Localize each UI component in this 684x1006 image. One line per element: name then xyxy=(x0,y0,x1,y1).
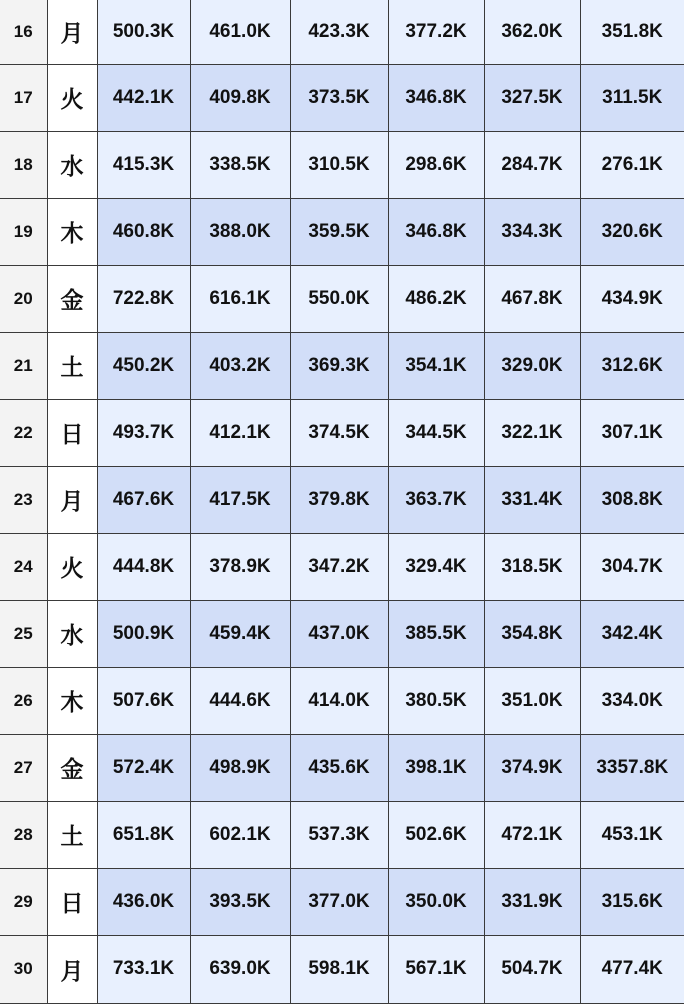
value-cell-4[interactable]: 354.1K xyxy=(388,332,484,399)
value-cell-2[interactable]: 393.5K xyxy=(190,868,290,935)
value-cell-3[interactable]: 373.5K xyxy=(290,64,388,131)
weekday-cell[interactable]: 金 xyxy=(47,265,97,332)
value-cell-4[interactable]: 346.8K xyxy=(388,64,484,131)
value-cell-4[interactable]: 298.6K xyxy=(388,131,484,198)
day-number-cell[interactable]: 17 xyxy=(0,64,47,131)
value-cell-4[interactable]: 377.2K xyxy=(388,0,484,64)
value-cell-1[interactable]: 442.1K xyxy=(97,64,190,131)
value-cell-5[interactable]: 504.7K xyxy=(484,935,580,1003)
table-row xyxy=(0,64,684,131)
day-number-cell[interactable]: 28 xyxy=(0,801,47,868)
value-cell-5[interactable]: 318.5K xyxy=(484,533,580,600)
value-cell-6[interactable]: 453.1K xyxy=(580,801,684,868)
value-cell-1[interactable]: 444.8K xyxy=(97,533,190,600)
value-cell-6[interactable]: 434.9K xyxy=(580,265,684,332)
value-cell-5[interactable]: 322.1K xyxy=(484,399,580,466)
weekday-cell[interactable]: 金 xyxy=(47,734,97,801)
value-cell-2[interactable]: 403.2K xyxy=(190,332,290,399)
value-cell-3[interactable]: 537.3K xyxy=(290,801,388,868)
table-row xyxy=(0,466,684,533)
value-cell-1[interactable]: 467.6K xyxy=(97,466,190,533)
value-cell-3[interactable]: 414.0K xyxy=(290,667,388,734)
value-cell-3[interactable]: 379.8K xyxy=(290,466,388,533)
value-cell-4[interactable]: 567.1K xyxy=(388,935,484,1003)
table-row xyxy=(0,801,684,868)
value-cell-4[interactable]: 385.5K xyxy=(388,600,484,667)
value-cell-5[interactable]: 354.8K xyxy=(484,600,580,667)
value-cell-4[interactable]: 344.5K xyxy=(388,399,484,466)
weekday-cell[interactable]: 木 xyxy=(47,667,97,734)
value-cell-6[interactable]: 308.8K xyxy=(580,466,684,533)
day-number-cell[interactable]: 18 xyxy=(0,131,47,198)
day-number-cell[interactable]: 29 xyxy=(0,868,47,935)
day-number-cell[interactable]: 22 xyxy=(0,399,47,466)
value-cell-6[interactable]: 334.0K xyxy=(580,667,684,734)
value-cell-2[interactable]: 639.0K xyxy=(190,935,290,1003)
value-cell-1[interactable]: 460.8K xyxy=(97,198,190,265)
value-cell-3[interactable]: 359.5K xyxy=(290,198,388,265)
value-cell-6[interactable]: 320.6K xyxy=(580,198,684,265)
table-row xyxy=(0,868,684,935)
value-cell-1[interactable]: 493.7K xyxy=(97,399,190,466)
weekday-cell[interactable]: 木 xyxy=(47,198,97,265)
value-cell-4[interactable]: 398.1K xyxy=(388,734,484,801)
value-cell-5[interactable]: 472.1K xyxy=(484,801,580,868)
value-cell-3[interactable]: 423.3K xyxy=(290,0,388,64)
weekday-cell[interactable]: 月 xyxy=(47,0,97,64)
table-row xyxy=(0,399,684,466)
value-cell-6[interactable]: 3357.8K xyxy=(580,734,684,801)
value-cell-3[interactable]: 550.0K xyxy=(290,265,388,332)
weekday-cell[interactable]: 火 xyxy=(47,533,97,600)
value-cell-4[interactable]: 350.0K xyxy=(388,868,484,935)
value-cell-2[interactable]: 417.5K xyxy=(190,466,290,533)
day-number-cell[interactable]: 16 xyxy=(0,0,47,64)
table-row xyxy=(0,667,684,734)
table-row xyxy=(0,935,684,1003)
value-cell-2[interactable]: 444.6K xyxy=(190,667,290,734)
value-cell-1[interactable]: 572.4K xyxy=(97,734,190,801)
weekday-cell[interactable]: 火 xyxy=(47,64,97,131)
value-cell-6[interactable]: 312.6K xyxy=(580,332,684,399)
value-cell-2[interactable]: 378.9K xyxy=(190,533,290,600)
value-cell-6[interactable]: 342.4K xyxy=(580,600,684,667)
value-cell-5[interactable]: 467.8K xyxy=(484,265,580,332)
value-cell-2[interactable]: 388.0K xyxy=(190,198,290,265)
value-cell-1[interactable]: 651.8K xyxy=(97,801,190,868)
value-cell-4[interactable]: 363.7K xyxy=(388,466,484,533)
value-cell-3[interactable]: 437.0K xyxy=(290,600,388,667)
value-cell-1[interactable]: 507.6K xyxy=(97,667,190,734)
value-cell-5[interactable]: 329.0K xyxy=(484,332,580,399)
value-cell-1[interactable]: 415.3K xyxy=(97,131,190,198)
day-number-cell[interactable]: 26 xyxy=(0,667,47,734)
value-cell-1[interactable]: 436.0K xyxy=(97,868,190,935)
value-cell-3[interactable]: 347.2K xyxy=(290,533,388,600)
value-cell-4[interactable]: 329.4K xyxy=(388,533,484,600)
value-cell-4[interactable]: 380.5K xyxy=(388,667,484,734)
value-cell-6[interactable]: 276.1K xyxy=(580,131,684,198)
value-cell-4[interactable]: 502.6K xyxy=(388,801,484,868)
weekday-cell[interactable]: 水 xyxy=(47,600,97,667)
table-row xyxy=(0,265,684,332)
value-cell-5[interactable]: 284.7K xyxy=(484,131,580,198)
value-cell-2[interactable]: 459.4K xyxy=(190,600,290,667)
value-cell-2[interactable]: 409.8K xyxy=(190,64,290,131)
weekday-cell[interactable]: 日 xyxy=(47,868,97,935)
weekday-cell[interactable]: 土 xyxy=(47,801,97,868)
value-cell-6[interactable]: 315.6K xyxy=(580,868,684,935)
value-cell-2[interactable]: 412.1K xyxy=(190,399,290,466)
day-number-cell[interactable]: 27 xyxy=(0,734,47,801)
table-row xyxy=(0,332,684,399)
table-row xyxy=(0,131,684,198)
value-cell-6[interactable]: 477.4K xyxy=(580,935,684,1003)
day-number-cell[interactable]: 20 xyxy=(0,265,47,332)
day-number-cell[interactable]: 19 xyxy=(0,198,47,265)
table-row xyxy=(0,734,684,801)
value-cell-5[interactable]: 374.9K xyxy=(484,734,580,801)
day-number-cell[interactable]: 30 xyxy=(0,935,47,1003)
value-cell-1[interactable]: 500.9K xyxy=(97,600,190,667)
value-cell-2[interactable]: 602.1K xyxy=(190,801,290,868)
value-cell-3[interactable]: 310.5K xyxy=(290,131,388,198)
value-cell-5[interactable]: 331.9K xyxy=(484,868,580,935)
value-cell-1[interactable]: 500.3K xyxy=(97,0,190,64)
value-cell-2[interactable]: 338.5K xyxy=(190,131,290,198)
table-row xyxy=(0,533,684,600)
day-number-cell[interactable]: 23 xyxy=(0,466,47,533)
table-row xyxy=(0,0,684,64)
value-cell-3[interactable]: 374.5K xyxy=(290,399,388,466)
value-cell-5[interactable]: 334.3K xyxy=(484,198,580,265)
day-number-cell[interactable]: 25 xyxy=(0,600,47,667)
value-cell-6[interactable]: 304.7K xyxy=(580,533,684,600)
value-cell-2[interactable]: 461.0K xyxy=(190,0,290,64)
value-cell-2[interactable]: 616.1K xyxy=(190,265,290,332)
table-row xyxy=(0,198,684,265)
value-cell-6[interactable]: 351.8K xyxy=(580,0,684,64)
day-number-cell[interactable]: 24 xyxy=(0,533,47,600)
value-cell-5[interactable]: 351.0K xyxy=(484,667,580,734)
value-cell-4[interactable]: 486.2K xyxy=(388,265,484,332)
value-cell-1[interactable]: 733.1K xyxy=(97,935,190,1003)
value-cell-1[interactable]: 450.2K xyxy=(97,332,190,399)
value-cell-3[interactable]: 598.1K xyxy=(290,935,388,1003)
value-cell-3[interactable]: 435.6K xyxy=(290,734,388,801)
value-cell-2[interactable]: 498.9K xyxy=(190,734,290,801)
value-cell-4[interactable]: 346.8K xyxy=(388,198,484,265)
value-cell-5[interactable]: 362.0K xyxy=(484,0,580,64)
value-cell-5[interactable]: 331.4K xyxy=(484,466,580,533)
value-cell-1[interactable]: 722.8K xyxy=(97,265,190,332)
table-row xyxy=(0,600,684,667)
value-cell-3[interactable]: 377.0K xyxy=(290,868,388,935)
weekday-cell[interactable]: 水 xyxy=(47,131,97,198)
day-number-cell[interactable]: 21 xyxy=(0,332,47,399)
weekday-cell[interactable]: 月 xyxy=(47,466,97,533)
value-cell-6[interactable]: 307.1K xyxy=(580,399,684,466)
weekday-cell[interactable]: 日 xyxy=(47,399,97,466)
value-cell-5[interactable]: 327.5K xyxy=(484,64,580,131)
weekday-cell[interactable]: 月 xyxy=(47,935,97,1003)
weekday-cell[interactable]: 土 xyxy=(47,332,97,399)
value-cell-6[interactable]: 311.5K xyxy=(580,64,684,131)
value-cell-3[interactable]: 369.3K xyxy=(290,332,388,399)
